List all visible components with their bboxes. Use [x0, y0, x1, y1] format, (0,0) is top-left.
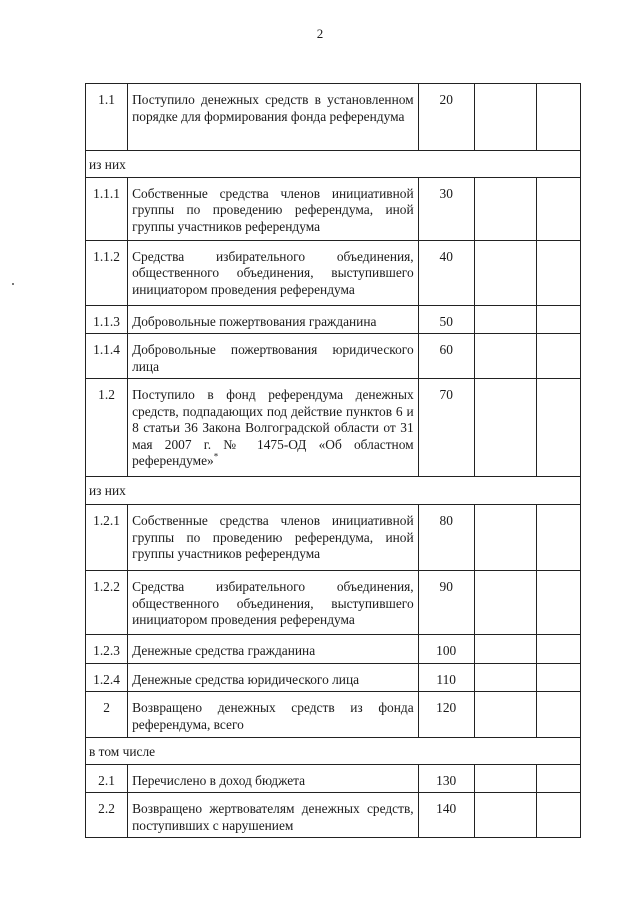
row-number: 1.2.1 [86, 505, 128, 571]
row-code: 30 [418, 177, 474, 240]
amount-cell [474, 764, 536, 793]
table-row [86, 793, 581, 838]
row-description [128, 305, 419, 334]
row-code: 60 [418, 334, 474, 379]
note-cell [536, 334, 580, 379]
row-number: 1.1.3 [86, 305, 128, 334]
row-number: 1.2.3 [86, 635, 128, 664]
row-description-text: Добровольные пожертвования гражданина [132, 313, 377, 329]
row-description-text: Средства избирательного объединения, общественного объединения, выступившего инициатором проведения референдума [132, 579, 414, 627]
row-description-text: Денежные средства гражданина [132, 643, 316, 658]
note-cell [536, 505, 580, 571]
table-row [86, 334, 581, 379]
row-code: 70 [418, 379, 474, 477]
note-cell [536, 305, 580, 334]
row-description [128, 379, 419, 477]
page-number: 2 [316, 26, 324, 41]
row-number: 1.1.1 [86, 177, 128, 240]
table-row [86, 240, 581, 305]
amount-cell [474, 240, 536, 305]
row-number: 2 [86, 692, 128, 738]
row-description [128, 505, 419, 571]
row-description [128, 177, 419, 240]
row-description [128, 793, 419, 838]
amount-cell [474, 84, 536, 151]
row-description [128, 84, 419, 151]
row-number: 1.2.4 [86, 663, 128, 692]
table-row [86, 571, 581, 635]
row-description-text: Собственные средства членов инициативной группы по проведению референдума, иной группы участников референдума [132, 185, 414, 234]
row-number: 1.2 [86, 379, 128, 477]
report-table [85, 83, 581, 838]
row-code: 40 [418, 240, 474, 305]
row-description-text: Поступило в фонд референдума денежных средств, подпадающих под действие пунктов 6 и 8 статьи 36 Закона Волгоградской области от 31 мая 2007 г. № 1475-ОД «Об областном референдуме» [132, 387, 414, 468]
section-label: в том числе [86, 738, 581, 765]
table-row [86, 305, 581, 334]
amount-cell [474, 305, 536, 334]
section-row [86, 151, 581, 178]
note-cell [536, 793, 580, 838]
note-cell [536, 240, 580, 305]
row-description [128, 663, 419, 692]
row-description-text: Поступило денежных средств в установленном порядке для формирования фонда референдума [132, 92, 414, 124]
amount-cell [474, 571, 536, 635]
row-code: 100 [418, 635, 474, 664]
row-description [128, 240, 419, 305]
amount-cell [474, 793, 536, 838]
note-cell [536, 177, 580, 240]
row-description [128, 692, 419, 738]
note-cell [536, 663, 580, 692]
row-code: 120 [418, 692, 474, 738]
row-description [128, 334, 419, 379]
amount-cell [474, 505, 536, 571]
row-description-text: Собственные средства членов инициативной группы по проведению референдума, иной группы участников референдума [132, 513, 414, 561]
note-cell [536, 571, 580, 635]
amount-cell [474, 663, 536, 692]
table-row [86, 505, 581, 571]
row-code: 130 [418, 764, 474, 793]
amount-cell [474, 692, 536, 738]
table-row [86, 379, 581, 477]
margin-mark [12, 283, 14, 285]
row-number: 2.2 [86, 793, 128, 838]
row-code: 110 [418, 663, 474, 692]
row-number: 1.1.4 [86, 334, 128, 379]
table-row [86, 635, 581, 664]
table-row [86, 692, 581, 738]
amount-cell [474, 177, 536, 240]
report-table-body [86, 84, 581, 838]
row-number: 1.1 [86, 84, 128, 151]
section-row [86, 477, 581, 505]
note-cell [536, 692, 580, 738]
row-code: 140 [418, 793, 474, 838]
section-label: из них [86, 477, 581, 505]
table-row [86, 663, 581, 692]
row-code: 20 [418, 84, 474, 151]
row-code: 80 [418, 505, 474, 571]
row-description-text: Возвращено жертвователям денежных средств, поступивших с нарушением [132, 801, 414, 833]
section-label: из них [86, 151, 581, 178]
table-row [86, 84, 581, 151]
amount-cell [474, 635, 536, 664]
note-cell [536, 379, 580, 477]
section-row [86, 738, 581, 765]
amount-cell [474, 379, 536, 477]
row-description-text: Возвращено денежных средств из фонда референдума, всего [132, 700, 414, 732]
row-number: 1.1.2 [86, 240, 128, 305]
row-description [128, 571, 419, 635]
row-code: 50 [418, 305, 474, 334]
table-row [86, 177, 581, 240]
note-cell [536, 635, 580, 664]
note-cell [536, 84, 580, 151]
row-code: 90 [418, 571, 474, 635]
row-description-text: Денежные средства юридического лица [132, 671, 360, 687]
row-description-text: Перечислено в доход бюджета [132, 772, 306, 788]
row-description-text: Добровольные пожертвования юридического лица [132, 342, 414, 374]
note-cell [536, 764, 580, 793]
footnote-marker: * [213, 451, 219, 462]
amount-cell [474, 334, 536, 379]
row-description [128, 635, 419, 664]
table-row [86, 764, 581, 793]
row-description [128, 764, 419, 793]
row-number: 1.2.2 [86, 571, 128, 635]
row-number: 2.1 [86, 764, 128, 793]
row-description-text: Средства избирательного объединения, общественного объединения, выступившего инициатором проведения референдума [132, 248, 414, 297]
